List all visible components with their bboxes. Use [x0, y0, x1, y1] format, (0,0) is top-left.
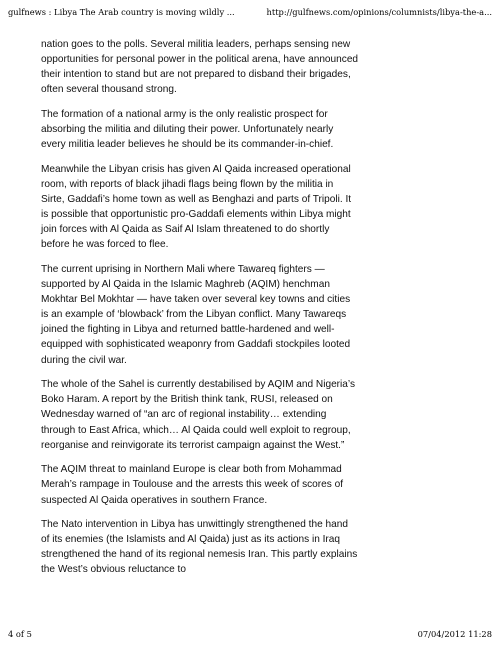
article-paragraph: The Nato intervention in Libya has unwittingly strengthened the hand of its enemies (the Islamists and Al Qaida) just as its actions in Iraq strengthened the hand of its regional nemesis Iran. This partly explains the West’s obvious reluctance to — [41, 519, 358, 576]
print-footer — [8, 627, 492, 639]
page-number: 4 of 5 — [8, 629, 32, 639]
print-header — [8, 7, 492, 19]
article-paragraph: The whole of the Sahel is currently destabilised by AQIM and Nigeria’s Boko Haram. A report by the British think tank, RUSI, released on Wednesday warned of “an arc of regional instability… extending through to East Africa, which… Al Qaida could well exploit to regroup, reorganise and reinvigorate its terrorist campaign against the West.” — [41, 379, 356, 451]
page-url: http://gulfnews.com/opinions/columnists/libya-the-a... — [266, 7, 492, 17]
article-body — [41, 37, 359, 587]
article-paragraph: Meanwhile the Libyan crisis has given Al Qaida increased operational room, with reports of black jihadi flags being flown by the militia in Sirte, Gaddafi’s home town as well as Benghazi and parts of Tripoli. It is possible that opportunistic pro-Gaddafi elements within Libya might join forces with Al Qaida as Saif Al Islam threatened to do shortly before he was forced to flee. — [41, 163, 352, 251]
article-paragraph: The current uprising in Northern Mali where Tawareq fighters — supported by Al Qaida in the Islamic Maghreb (AQIM) henchman Mokhtar Bel Mokhtar — have taken over several key towns and cities is an example of ‘blowback’ from the Libyan conflict. Many Tawareqs joined the fighting in Libya and returned battle-hardened and well-equipped with sophisticated weaponry from Gaddafi stockpiles looted during the civil war. — [41, 264, 351, 366]
article-paragraph: nation goes to the polls. Several militia leaders, perhaps sensing new opportunities for personal power in the political arena, have announced their intention to stand but are not prepared to disband their brigades, often several thousand strong. — [41, 39, 359, 96]
print-datetime: 07/04/2012 11:28 — [417, 629, 492, 639]
article-paragraph: The AQIM threat to mainland Europe is clear both from Mohammad Merah’s rampage in Toulouse and the arrests this week of scores of suspected Al Qaida operatives in southern France. — [41, 464, 344, 506]
article-paragraph: The formation of a national army is the only realistic prospect for absorbing the militia and diluting their power. Unfortunately nearly every militia leader believes he should be its commander-in-chief. — [41, 108, 334, 151]
page-title: gulfnews : Libya The Arab country is moving wildly ... — [8, 7, 235, 17]
